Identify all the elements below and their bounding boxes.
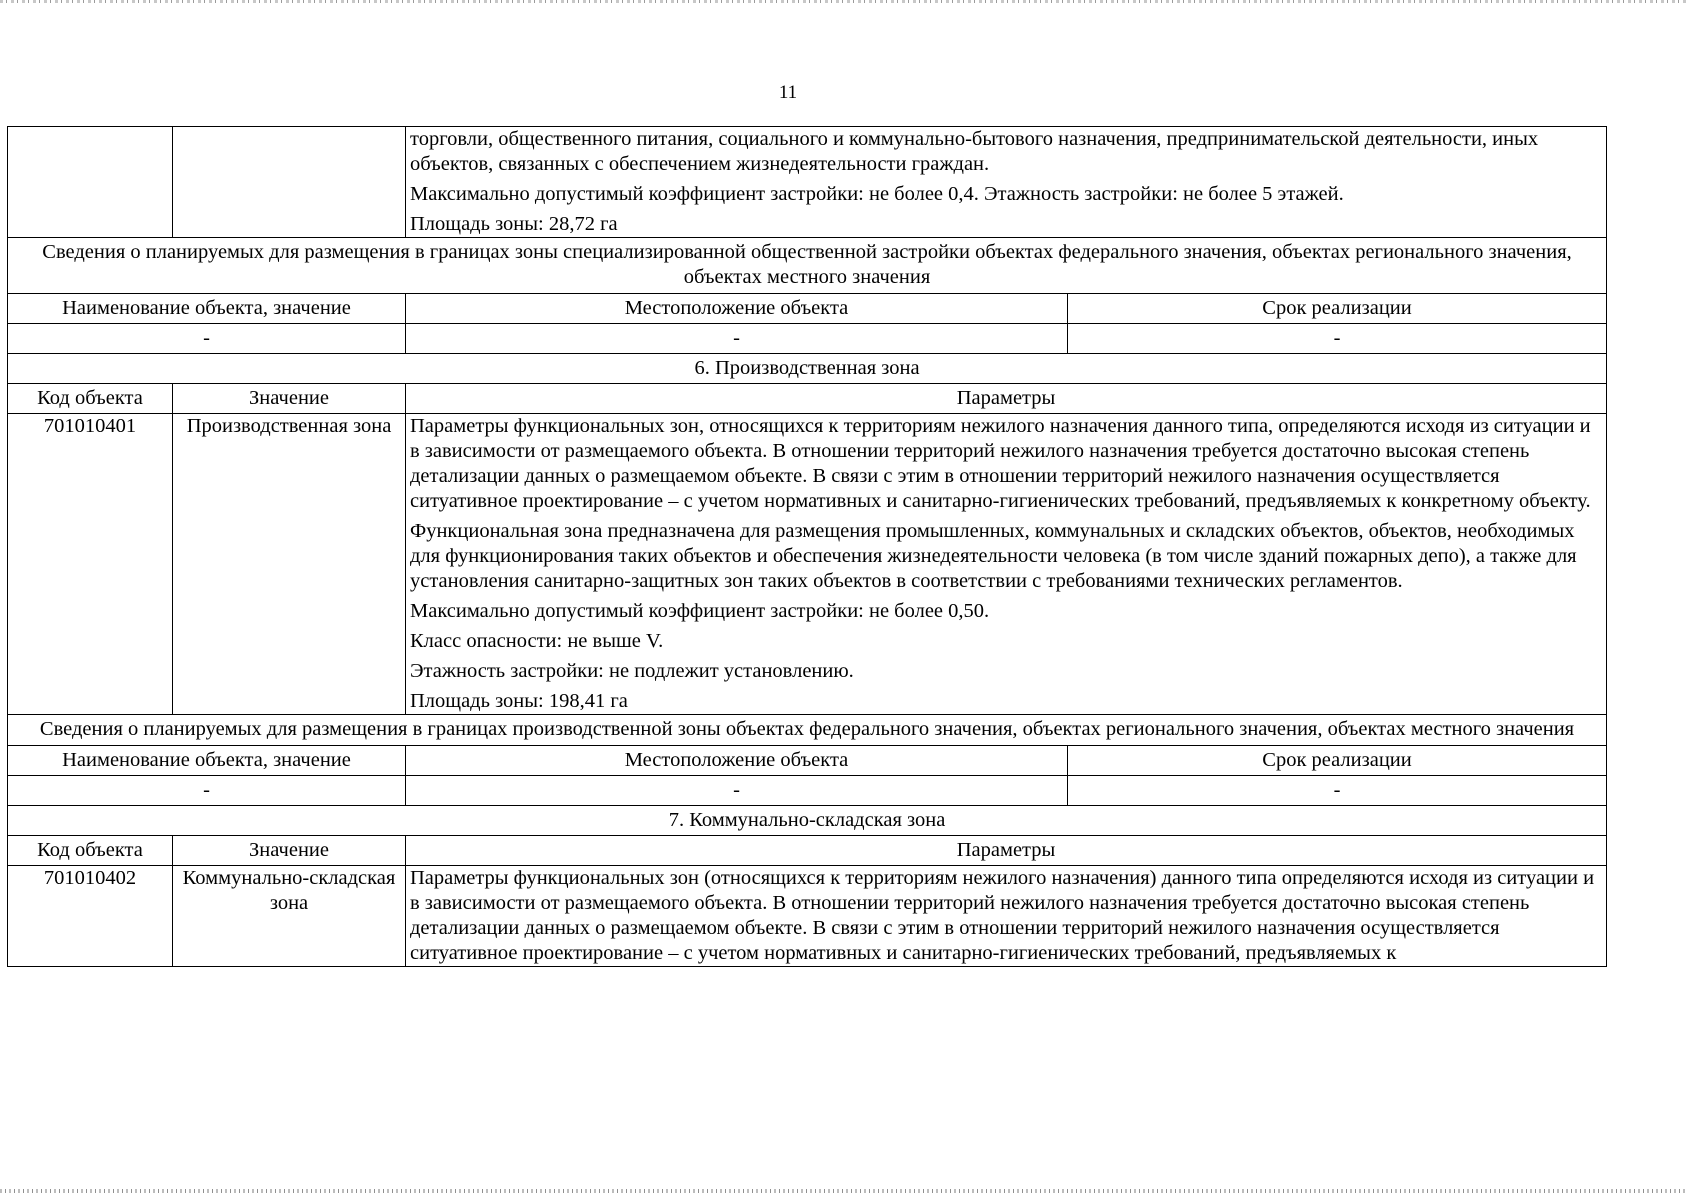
planned-objects-columns-row: [8, 746, 1607, 776]
column-header: Параметры: [406, 836, 1607, 866]
zone-title: 6. Производственная зона: [8, 354, 1607, 384]
table-cell: -: [406, 776, 1068, 806]
zone-columns-row: [8, 384, 1607, 414]
column-header: Местоположение объекта: [406, 294, 1068, 324]
scan-edge-bottom: [0, 1189, 1686, 1193]
column-header: Срок реализации: [1068, 294, 1607, 324]
object-code: 701010402: [8, 866, 173, 967]
page-number: 11: [778, 82, 798, 103]
column-header: Параметры: [406, 384, 1607, 414]
value-cell-empty: [173, 127, 406, 238]
param-paragraph: Этажность застройки: не подлежит установлению.: [410, 660, 854, 682]
zone-row: [8, 414, 1607, 715]
param-paragraph: Параметры функциональных зон (относящихся к территориям нежилого назначения) данного типа определяются исходя из ситуации и в зависимости от размещаемого объекта. В отношении территорий нежилого назначения требуется достаточно высокая степень детализации данных о размещаемом объекте. В связи с этим в отношении территорий нежилого назначения осуществляется ситуативное проектирование – с учетом нормативных и санитарно-гигиенических требований, предъявляемых к: [410, 867, 1595, 964]
table-cell: -: [1068, 324, 1607, 354]
column-header: Значение: [173, 836, 406, 866]
document-table: [7, 126, 1607, 967]
code-cell-empty: [8, 127, 173, 238]
object-code: 701010401: [8, 414, 173, 715]
column-header: Местоположение объекта: [406, 746, 1068, 776]
planned-objects-heading-row: [8, 238, 1607, 294]
column-header: Значение: [173, 384, 406, 414]
planned-objects-row: [8, 776, 1607, 806]
table-cell: -: [1068, 776, 1607, 806]
zone-columns-row: [8, 836, 1607, 866]
column-header: Срок реализации: [1068, 746, 1607, 776]
column-header: Код объекта: [8, 384, 173, 414]
planned-objects-columns-row: [8, 294, 1607, 324]
column-header: Код объекта: [8, 836, 173, 866]
column-header: Наименование объекта, значение: [8, 746, 406, 776]
section-heading: Сведения о планируемых для размещения в границах зоны специализированной общественной застройки объектах федерального значения, объектах регионального значения, объектах местного значения: [8, 238, 1607, 294]
param-paragraph: Площадь зоны: 28,72 га: [410, 213, 618, 235]
param-paragraph: Функциональная зона предназначена для размещения промышленных, коммунальных и складских объектов, объектов, необходимых для функционирования таких объектов и обеспечения жизнедеятельности человека (в том числе зданий пожарных депо), а также для установления санитарно-защитных зон таких объектов в соответствии с требованиями технических регламентов.: [410, 520, 1577, 592]
param-paragraph: Максимально допустимый коэффициент застройки: не более 0,4. Этажность застройки: не более 5 этажей.: [410, 183, 1344, 205]
zone-row: [8, 866, 1607, 967]
param-paragraph: Площадь зоны: 198,41 га: [410, 690, 628, 712]
section-heading: Сведения о планируемых для размещения в границах производственной зоны объектах федерального значения, объектах регионального значения, объектах местного значения: [8, 715, 1607, 746]
param-paragraph: торговли, общественного питания, социального и коммунально-бытового назначения, предпринимательской деятельности, иных объектов, связанных с обеспечением жизнедеятельности граждан.: [410, 128, 1539, 175]
param-paragraph: Максимально допустимый коэффициент застройки: не более 0,50.: [410, 600, 990, 622]
param-paragraph: Параметры функциональных зон, относящихся к территориям нежилого назначения данного типа, определяются исходя из ситуации и в зависимости от размещаемого объекта. В отношении территорий нежилого назначения требуется достаточно высокая степень детализации данных о размещаемом объекте. В связи с этим в отношении территорий нежилого назначения осуществляется ситуативное проектирование – с учетом нормативных и санитарно-гигиенических требований, предъявляемых к конкретному объекту.: [410, 415, 1591, 512]
params-cell: [406, 414, 1607, 715]
table-cell: -: [8, 324, 406, 354]
planned-objects-heading-row: [8, 715, 1607, 746]
zone-title-row: [8, 354, 1607, 384]
params-cell: [406, 127, 1607, 238]
scan-edge-top: [0, 0, 1686, 3]
params-cell: [406, 866, 1607, 967]
continuation-row: [8, 127, 1607, 238]
column-header: Наименование объекта, значение: [8, 294, 406, 324]
param-paragraph: Класс опасности: не выше V.: [410, 630, 664, 652]
table-cell: -: [406, 324, 1068, 354]
zone-title: 7. Коммунально-складская зона: [8, 806, 1607, 836]
zone-value: Производственная зона: [173, 414, 406, 715]
planned-objects-row: [8, 324, 1607, 354]
table-cell: -: [8, 776, 406, 806]
zone-value: Коммунально-складская зона: [173, 866, 406, 967]
zone-title-row: [8, 806, 1607, 836]
